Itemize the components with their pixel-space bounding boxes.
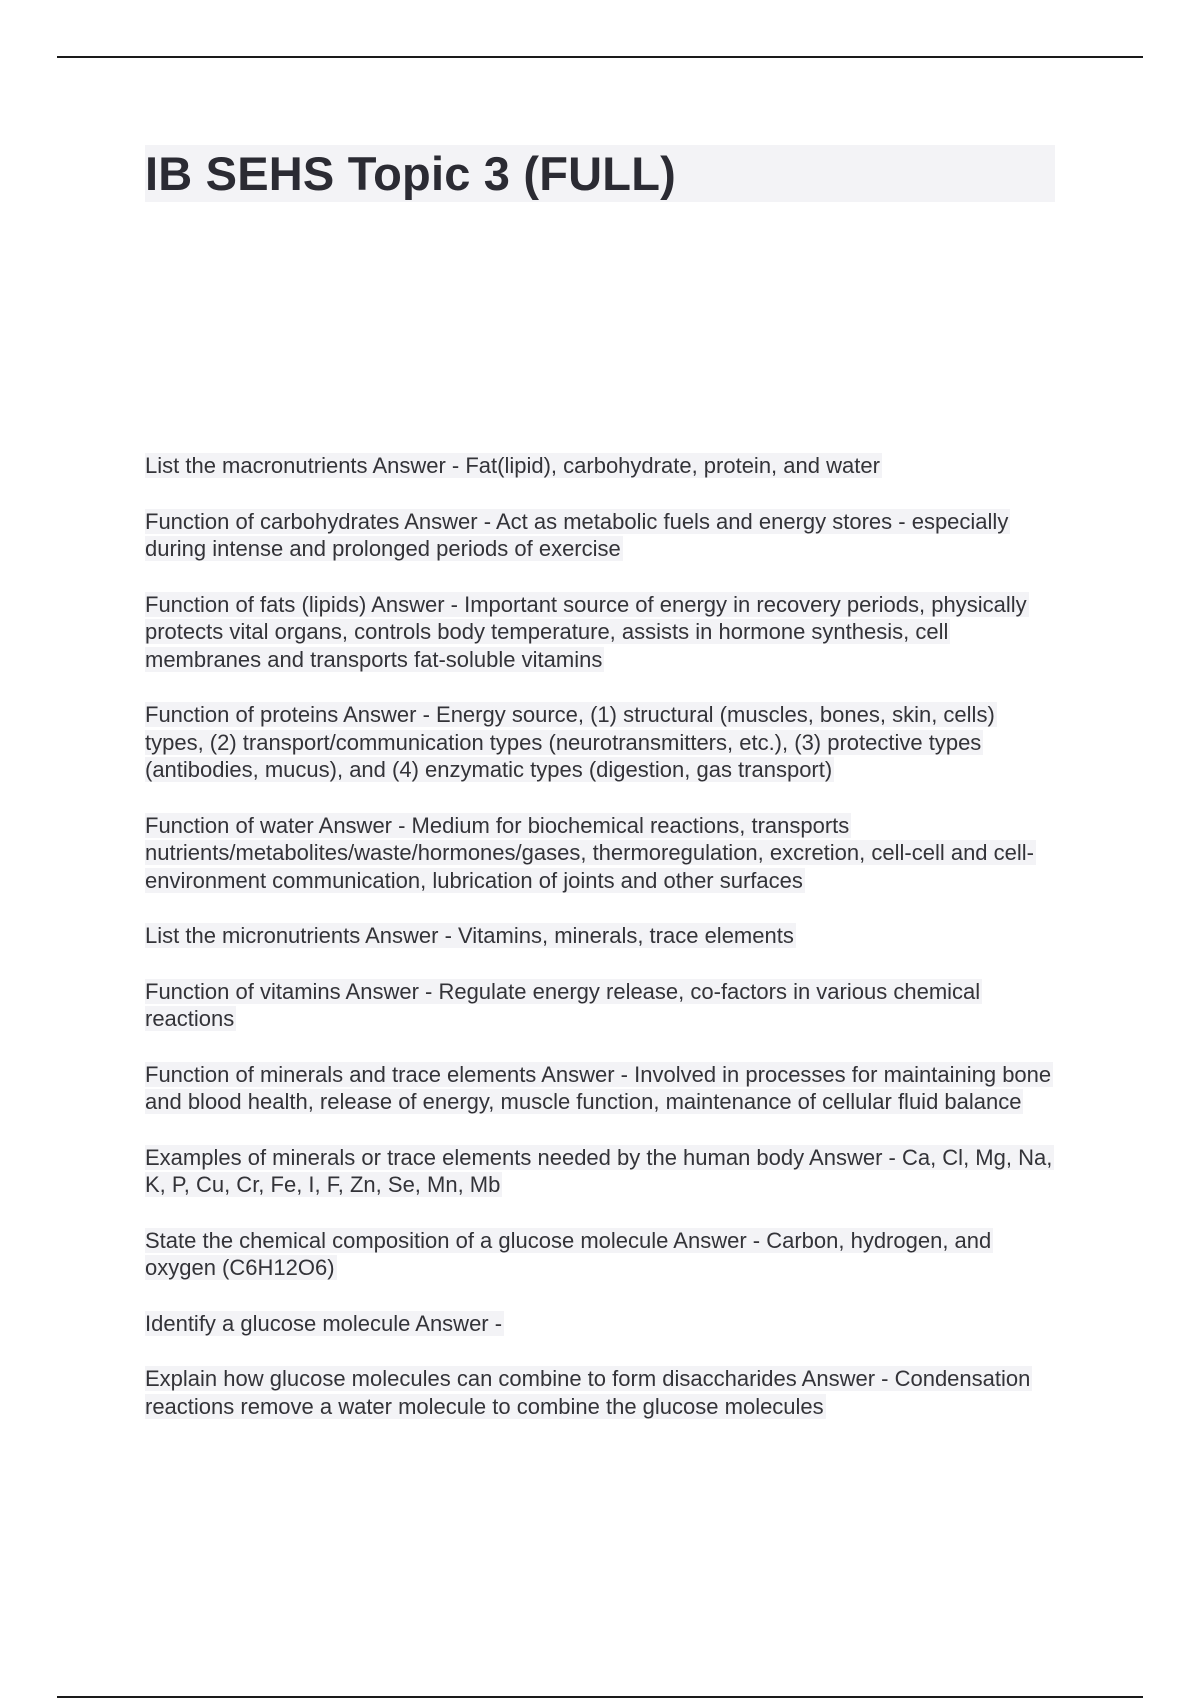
qa-text: Function of water Answer - Medium for biochemical reactions, transports nutrients/metabolites/waste/hormones/gases, thermoregulation, excretion, cell-cell and cell-environment communication, lubrication of joints and other surfaces [145, 812, 1034, 893]
qa-item-identify-glucose [145, 1310, 1055, 1338]
qa-text: State the chemical composition of a glucose molecule Answer - Carbon, hydrogen, and oxygen (C6H12O6) [145, 1227, 992, 1280]
qa-text: Identify a glucose molecule Answer - [145, 1310, 503, 1336]
qa-item-disaccharides [145, 1365, 1055, 1420]
qa-item-macronutrients [145, 452, 1055, 480]
qa-text: List the macronutrients Answer - Fat(lipid), carbohydrate, protein, and water [145, 453, 880, 478]
qa-item-mineral-examples [145, 1144, 1055, 1199]
qa-item-water [145, 812, 1055, 895]
qa-item-minerals [145, 1061, 1055, 1116]
page-title: IB SEHS Topic 3 (FULL) [145, 147, 676, 200]
qa-text: Function of vitamins Answer - Regulate energy release, co-factors in various chemical reactions [145, 978, 981, 1031]
qa-text: Explain how glucose molecules can combine to form disaccharides Answer - Condensation reactions remove a water molecule to combine the glucose molecules [145, 1366, 1031, 1419]
qa-item-proteins [145, 701, 1055, 784]
qa-text: Function of fats (lipids) Answer - Important source of energy in recovery periods, physically protects vital organs, controls body temperature, assists in hormone synthesis, cell membranes and transports fat-soluble vitamins [145, 591, 1027, 672]
qa-text: Function of carbohydrates Answer - Act as metabolic fuels and energy stores - especially during intense and prolonged periods of exercise [145, 508, 1009, 561]
qa-item-glucose-composition [145, 1227, 1055, 1282]
qa-item-micronutrients [145, 922, 1055, 950]
bottom-rule [57, 1696, 1143, 1698]
qa-text: Examples of minerals or trace elements needed by the human body Answer - Ca, Cl, Mg, Na, K, P, Cu, Cr, Fe, I, F, Zn, Se, Mn, Mb [145, 1144, 1053, 1197]
qa-list [145, 452, 1055, 1448]
qa-text: Function of proteins Answer - Energy source, (1) structural (muscles, bones, skin, cells) types, (2) transport/communication types (neurotransmitters, etc.), (3) protective types (antibodies, mucus), and (4) enzymatic types (digestion, gas transport) [145, 702, 995, 782]
qa-text: Function of minerals and trace elements Answer - Involved in processes for maintaining bone and blood health, release of energy, muscle function, maintenance of cellular fluid balance [145, 1061, 1052, 1114]
qa-text: List the micronutrients Answer - Vitamins, minerals, trace elements [145, 923, 794, 948]
top-rule [57, 56, 1143, 58]
qa-item-fats [145, 591, 1055, 674]
qa-item-carbohydrates [145, 508, 1055, 563]
qa-item-vitamins [145, 978, 1055, 1033]
